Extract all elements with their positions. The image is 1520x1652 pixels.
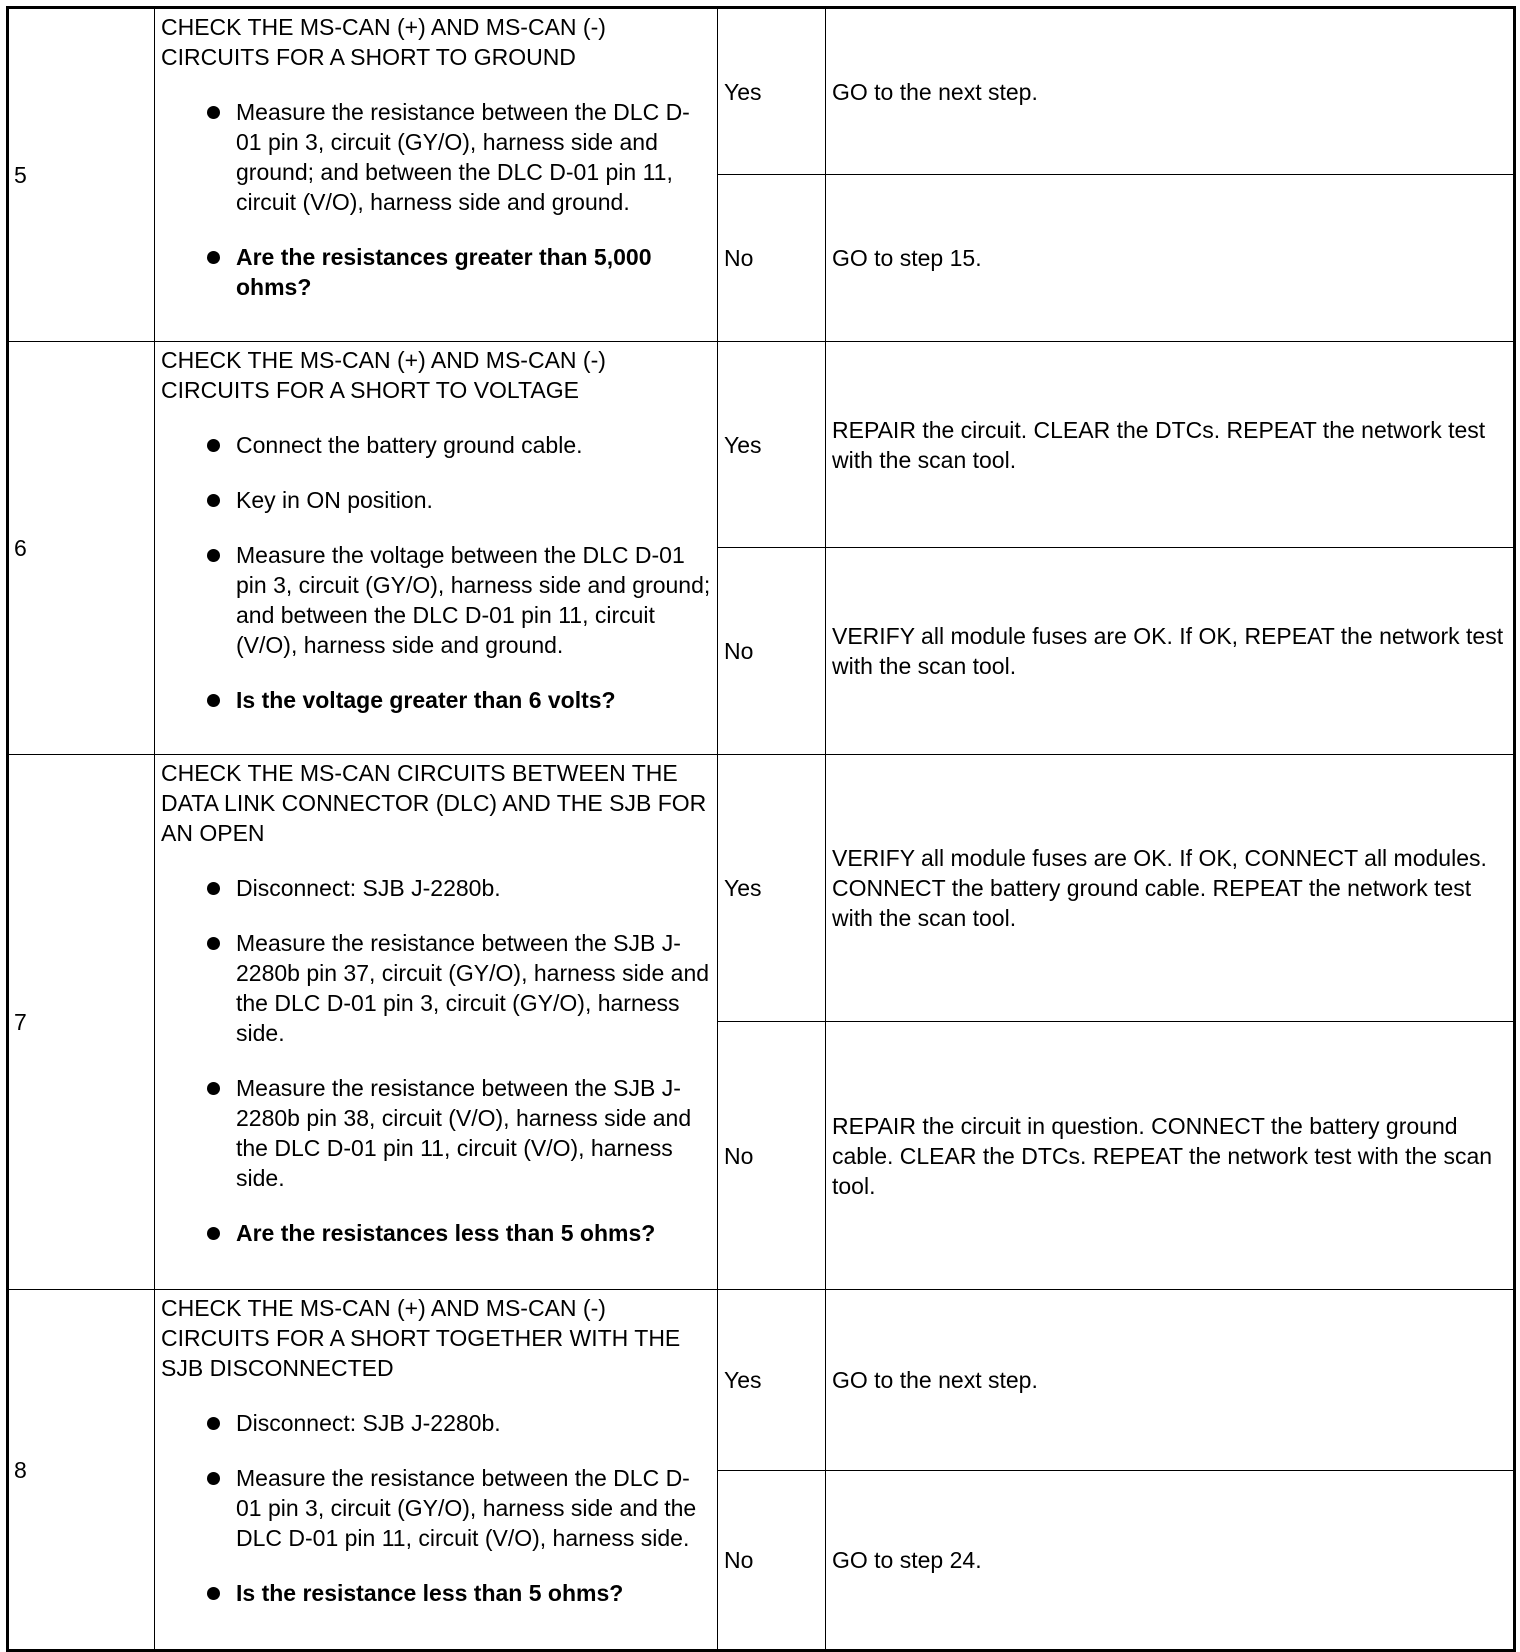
answer-no-action: REPAIR the circuit in question. CONNECT the battery ground cable. CLEAR the DTCs. REPEAT the network test with the scan tool.: [826, 1022, 1515, 1290]
step-bullet: Disconnect: SJB J-2280b.: [161, 873, 711, 903]
answer-yes-action: GO to the next step.: [826, 1290, 1515, 1471]
answer-no-action: VERIFY all module fuses are OK. If OK, REPEAT the network test with the scan tool.: [826, 548, 1515, 755]
step-title: CHECK THE MS-CAN (+) AND MS-CAN (-) CIRCUITS FOR A SHORT TO VOLTAGE: [161, 347, 606, 403]
step-bullet: Connect the battery ground cable.: [161, 430, 711, 460]
step-bullet: Measure the resistance between the DLC D-01 pin 3, circuit (GY/O), harness side and ground; and between the DLC D-01 pin 11, circuit (V/O), harness side and ground.: [161, 97, 711, 217]
diagnostic-steps-table: [6, 6, 1516, 1652]
answer-yes-label: Yes: [718, 342, 826, 548]
step-row-7: [8, 755, 1515, 1022]
answer-yes-label: Yes: [718, 1290, 826, 1471]
step-bullet-list: [161, 97, 711, 302]
step-check-cell: [155, 1290, 718, 1651]
step-bullet: Measure the resistance between the DLC D-01 pin 3, circuit (GY/O), harness side and the DLC D-01 pin 11, circuit (V/O), harness side.: [161, 1463, 711, 1553]
step-question: Is the resistance less than 5 ohms?: [161, 1578, 711, 1608]
step-number: 5: [8, 8, 155, 342]
step-title: CHECK THE MS-CAN (+) AND MS-CAN (-) CIRCUITS FOR A SHORT TOGETHER WITH THE SJB DISCONNECTED: [161, 1295, 681, 1381]
step-row-6: [8, 342, 1515, 548]
step-check-cell: [155, 8, 718, 342]
answer-yes-label: Yes: [718, 8, 826, 175]
step-question: Are the resistances less than 5 ohms?: [161, 1218, 711, 1248]
answer-yes-action: GO to the next step.: [826, 8, 1515, 175]
answer-no-label: No: [718, 175, 826, 342]
step-check-cell: [155, 755, 718, 1290]
answer-yes-label: Yes: [718, 755, 826, 1022]
step-row-5: [8, 8, 1515, 175]
answer-no-label: No: [718, 1471, 826, 1651]
step-number: 6: [8, 342, 155, 755]
step-question: Is the voltage greater than 6 volts?: [161, 685, 711, 715]
step-question: Are the resistances greater than 5,000 ohms?: [161, 242, 711, 302]
answer-no-label: No: [718, 548, 826, 755]
step-row-8: [8, 1290, 1515, 1471]
step-bullet: Measure the voltage between the DLC D-01 pin 3, circuit (GY/O), harness side and ground; and between the DLC D-01 pin 11, circuit (V/O), harness side and ground.: [161, 540, 711, 660]
step-bullet: Key in ON position.: [161, 485, 711, 515]
step-check-cell: [155, 342, 718, 755]
step-bullet-list: [161, 873, 711, 1248]
step-number: 7: [8, 755, 155, 1290]
answer-no-label: No: [718, 1022, 826, 1290]
step-bullet-list: [161, 430, 711, 715]
step-title: CHECK THE MS-CAN CIRCUITS BETWEEN THE DATA LINK CONNECTOR (DLC) AND THE SJB FOR AN OPEN: [161, 760, 707, 846]
step-number: 8: [8, 1290, 155, 1651]
answer-yes-action: VERIFY all module fuses are OK. If OK, CONNECT all modules. CONNECT the battery ground cable. REPEAT the network test with the scan tool.: [826, 755, 1515, 1022]
answer-yes-action: REPAIR the circuit. CLEAR the DTCs. REPEAT the network test with the scan tool.: [826, 342, 1515, 548]
step-bullet-list: [161, 1408, 711, 1608]
step-title: CHECK THE MS-CAN (+) AND MS-CAN (-) CIRCUITS FOR A SHORT TO GROUND: [161, 14, 606, 70]
answer-no-action: GO to step 15.: [826, 175, 1515, 342]
answer-no-action: GO to step 24.: [826, 1471, 1515, 1651]
step-bullet: Measure the resistance between the SJB J-2280b pin 38, circuit (V/O), harness side and the DLC D-01 pin 11, circuit (V/O), harness side.: [161, 1073, 711, 1193]
step-bullet: Measure the resistance between the SJB J-2280b pin 37, circuit (GY/O), harness side and the DLC D-01 pin 3, circuit (GY/O), harness side.: [161, 928, 711, 1048]
step-bullet: Disconnect: SJB J-2280b.: [161, 1408, 711, 1438]
